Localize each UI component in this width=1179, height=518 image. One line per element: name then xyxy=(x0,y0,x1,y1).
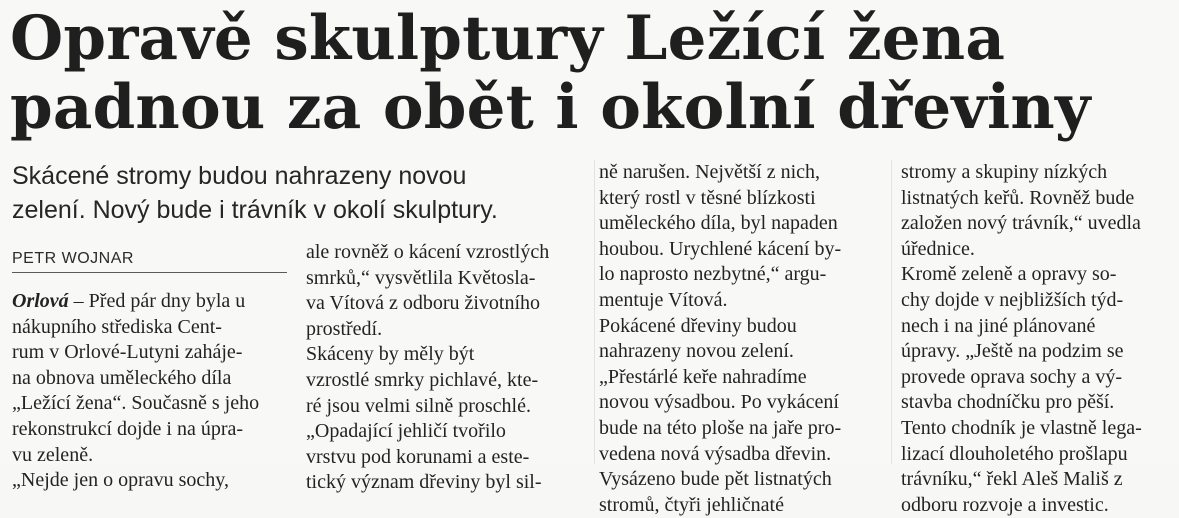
article-line: „Opadající jehličí tvořilo xyxy=(306,420,506,443)
author-byline: PETR WOJNAR xyxy=(12,249,287,273)
article-line: rekonstrukcí dojde i na úpra- xyxy=(12,417,244,440)
headline xyxy=(10,4,1170,142)
headline-line: padnou za obět i okolní dřeviny xyxy=(10,72,1091,143)
article-column-3 xyxy=(599,160,876,518)
article-line: vu zeleně. xyxy=(12,443,94,466)
article-line: lizací dlouholetého prošlapu xyxy=(901,442,1128,465)
column-divider xyxy=(891,160,892,464)
article-line xyxy=(12,289,287,315)
article-line: houbou. Urychlené kácení by- xyxy=(599,237,842,260)
article-line: založen nový trávník,“ uvedla xyxy=(901,212,1141,235)
article-line: novou výsadbou. Po vykácení xyxy=(599,391,839,414)
article-line: ale rovněž o kácení vzrostlých xyxy=(306,241,550,263)
article-line: Skáceny by měly být xyxy=(306,343,475,366)
article-line: tický význam dřeviny byl sil- xyxy=(306,471,542,494)
article-line: chy dojde v nejbližších týd- xyxy=(901,288,1124,311)
column-divider xyxy=(594,160,595,464)
subtitle-line: Skácené stromy budou nahrazeny novou xyxy=(12,162,467,190)
article-line: prostředí. xyxy=(306,317,383,340)
article-line: vedena nová výsadba dřevin. xyxy=(599,442,832,465)
article-line: listnatých keřů. Rovněž bude xyxy=(901,186,1135,209)
article-line: stavba chodníčku pro pěší. xyxy=(901,391,1115,414)
article-line: uměleckého díla, byl napaden xyxy=(599,212,838,235)
article-line: Vysázeno bude pět listnatých xyxy=(599,468,832,491)
article-line: který rostl v těsné blízkosti xyxy=(599,186,816,209)
article-line: „Nejde jen o opravu sochy, xyxy=(12,469,229,492)
article-line: nech i na jiné plánované xyxy=(901,314,1096,337)
article-line: ně narušen. Největší z nich, xyxy=(599,161,821,183)
article-line-text: – Před pár dny byla u xyxy=(68,290,246,312)
article-line: „Přestárlé keře nahradíme xyxy=(599,365,807,388)
article-line: lo naprosto nezbytné,“ argu- xyxy=(599,263,827,286)
article-line: odboru rozvoje a investic. xyxy=(901,493,1109,516)
article-line: úřednice. xyxy=(901,237,975,260)
article-line: Kromě zeleně a opravy so- xyxy=(901,263,1117,286)
article-line: „Ležící žena“. Současně s jeho xyxy=(12,392,260,415)
article-line: vrstvu pod korunami a este- xyxy=(306,445,530,468)
article-line: smrků,“ vysvětlila Květosla- xyxy=(306,266,536,289)
article-line: rum v Orlové-Lutyni zahájе- xyxy=(12,341,243,364)
article-column-2 xyxy=(306,240,582,496)
article-line: Tento chodník je vlastně lega- xyxy=(901,416,1142,439)
article-line: provede oprava sochy a vý- xyxy=(901,365,1123,388)
subtitle xyxy=(12,159,597,227)
article-line: trávníku,“ řekl Aleš Mališ z xyxy=(901,468,1123,491)
headline-line: Opravě skulptury Ležící žena xyxy=(10,3,1006,74)
article-line: nahrazeny novou zelení. xyxy=(599,340,794,363)
subtitle-line: zelení. Nový bude i trávník v okolí skulptury. xyxy=(12,196,498,224)
dateline-place: Orlová xyxy=(12,290,69,312)
article-line: Pokácené dřeviny budou xyxy=(599,314,797,337)
article-line: ré jsou velmi silně proschlé. xyxy=(306,394,531,417)
article-line: stromů, čtyři jehličnaté xyxy=(599,493,784,516)
article-column-1 xyxy=(12,289,287,494)
article-line: mentuje Vítová. xyxy=(599,288,728,311)
article-line: úpravy. „Ještě na podzim se xyxy=(901,340,1124,363)
article-line: va Vítová z odboru životního xyxy=(306,292,541,315)
article-line: bude na této ploše na jaře pro- xyxy=(599,416,842,439)
article-column-4 xyxy=(901,160,1169,518)
article-line: vzrostlé smrky pichlavé, kte- xyxy=(306,368,539,391)
article-line: na obnova uměleckého díla xyxy=(12,366,232,389)
article-line: stromy a skupiny nízkých xyxy=(901,161,1108,183)
article-line: nákupního střediska Cent- xyxy=(12,315,222,338)
